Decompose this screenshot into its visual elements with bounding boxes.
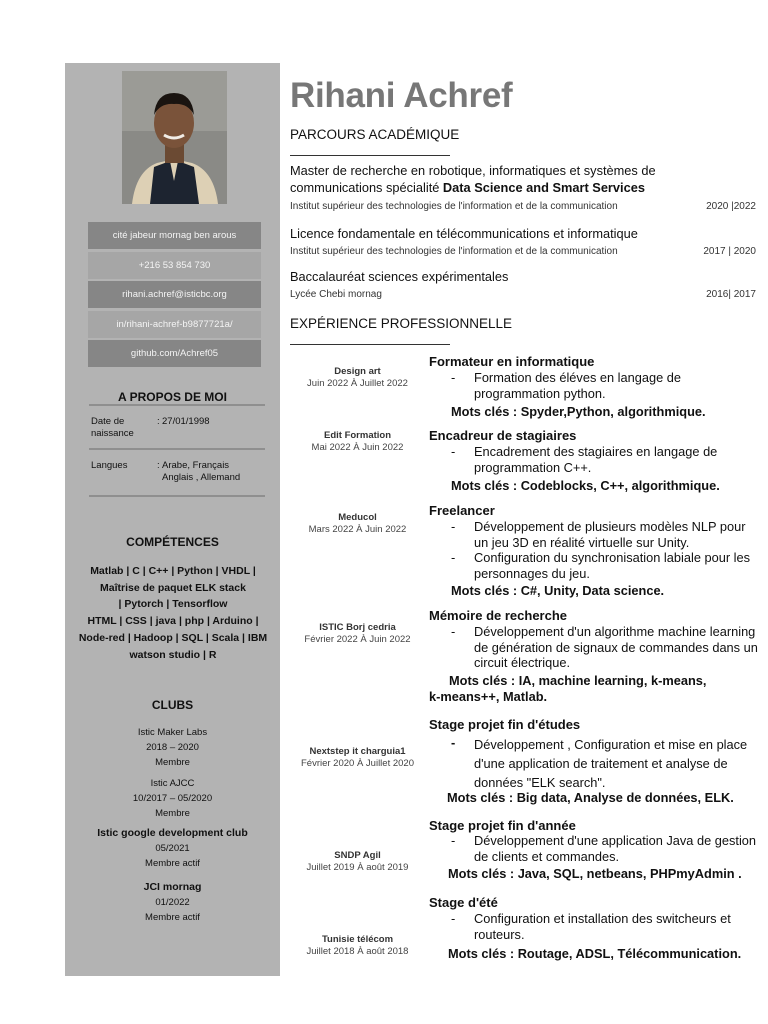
exp-org: Design art [334,366,381,377]
birth-value: 27/01/1998 [162,416,210,427]
club-role: Membre [155,808,190,819]
exp-keywords: Mots clés : Big data, Analyse de données, ELK. [447,790,734,805]
exp-meta [290,622,425,646]
bullet-text: Développement d'une application Java de gestion de clients et commandes. [474,833,757,864]
about-title: A PROPOS DE MOI [118,390,227,404]
exp-meta [290,746,425,770]
exp-org: Meducol [338,512,377,523]
club-name: Istic AJCC [150,778,195,789]
degree-school: Lycée Chebi mornag [290,289,382,300]
degree-date: 2020 |2022 [706,201,756,212]
degree-line [290,180,730,197]
exp-title: Freelancer [429,503,495,518]
about-rule-2 [89,448,265,450]
skills-title: COMPÉTENCES [126,535,219,549]
degree-line: Master de recherche en robotique, informatiques et systèmes de [290,163,656,178]
degree-school: Institut supérieur des technologies de l'information et de la communication [290,201,618,212]
lang-label: Langues [91,460,128,471]
club-period: 10/2017 – 05/2020 [132,793,213,804]
exp-period: Juin 2022 À Juillet 2022 [307,378,408,389]
exp-keywords: Mots clés : Routage, ADSL, Télécommunication. [448,946,742,961]
exp-period: Mars 2022 À Juin 2022 [308,524,407,535]
club-period: 2018 – 2020 [146,742,199,753]
exp-org: Nextstep it charguia1 [309,746,406,757]
degree-title [290,163,730,196]
academic-title: PARCOURS ACADÉMIQUE [290,127,460,142]
academic-rule [290,155,450,156]
club-name: Istic Maker Labs [137,727,208,738]
bullet-dash: - [451,833,456,848]
bullet-text: Encadrement des stagiaires en langage de programmation C++. [474,444,718,475]
experience-title: EXPÉRIENCE PROFESSIONNELLE [290,316,513,331]
exp-title: Formateur en informatique [429,354,595,369]
exp-keywords: Mots clés : Spyder,Python, algorithmique. [451,404,706,419]
exp-title: Mémoire de recherche [429,608,568,623]
bullet-dash: - [451,735,456,750]
exp-period: Février 2022 À Juin 2022 [304,634,411,645]
club-role: Membre actif [145,858,200,869]
degree-date: 2016| 2017 [706,289,756,300]
profile-photo [122,71,227,204]
bullet-text: Développement d'un algorithme machine learning de génération de signaux de commandes dans un circuit électrique. [474,624,758,671]
exp-period: Mai 2022 À Juin 2022 [311,442,404,453]
about-rule-3 [89,495,265,497]
about-rule [89,404,265,406]
bullet-dash: - [451,519,456,534]
contact-address: cité jabeur mornag ben arous [88,222,261,249]
bullet-text: Configuration et installation des switcheurs et routeurs. [474,911,731,942]
degree-date: 2017 | 2020 [703,246,756,257]
club-role: Membre [155,757,190,768]
lang-colon: : [157,460,160,471]
club-item [65,776,280,821]
exp-title: Stage projet fin d'année [429,818,576,833]
club-role: Membre actif [145,912,200,923]
birth-label: Date de naissance [91,416,134,439]
contact-github[interactable]: github.com/Achref05 [88,340,261,367]
club-name: Istic google development club [97,827,248,839]
exp-title: Encadreur de stagiaires [429,428,577,443]
degree-text: communications spécialité [290,179,443,195]
exp-meta [290,512,425,536]
contact-linkedin[interactable]: in/rihani-achref-b9877721a/ [88,311,261,338]
exp-meta [290,850,425,874]
exp-org: ISTIC Borj cedria [319,622,396,633]
exp-meta [290,366,425,390]
contact-phone: +216 53 854 730 [88,252,261,279]
exp-meta [290,430,425,454]
exp-meta [290,934,425,958]
lang-value: Arabe, Français Anglais , Allemand [162,460,241,483]
bullet-dash: - [451,550,456,565]
bullet-text: Développement de plusieurs modèles NLP pour un jeu 3D en réalité virtuelle sur Unity. [474,519,746,550]
sidebar [65,63,280,976]
bullet-text: Développement , Configuration et mise en place d'une application de traitement et analyse de données "ELK search". [474,737,748,790]
degree-specialty: Data Science and Smart Services [442,179,645,195]
birth-colon: : [157,416,160,427]
club-item [65,826,280,871]
degree-school: Institut supérieur des technologies de l'information et de la communication [290,246,618,257]
exp-title: Stage d'été [429,895,498,910]
exp-title: Stage projet fin d'études [429,717,581,732]
bullet-dash: - [451,370,456,385]
bullet-text: Configuration du synchronisation labiale pour les personnages du jeu. [474,550,751,581]
club-name: JCI mornag [143,881,202,893]
exp-period: Juillet 2018 À août 2018 [306,946,409,957]
exp-org: SNDP Agil [334,850,381,861]
degree-title: Licence fondamentale en télécommunications et informatique [290,226,638,241]
bullet-dash: - [451,911,456,926]
exp-period: Février 2020 À Juillet 2020 [300,758,414,769]
bullet-dash: - [451,444,456,459]
exp-period: Juillet 2019 À août 2019 [306,862,409,873]
experience-rule [290,344,450,345]
bullet-text: Formation des éléves en langage de programmation python. [474,370,682,401]
exp-org: Tunisie télécom [321,934,394,945]
club-item [65,880,280,925]
club-period: 05/2021 [155,843,190,854]
exp-org: Edit Formation [323,430,392,441]
exp-keywords: Mots clés : Codeblocks, C++, algorithmique. [451,478,720,493]
exp-keywords: Mots clés : Java, SQL, netbeans, PHPmyAdmin . [448,866,742,881]
degree-title: Baccalauréat sciences expérimentales [290,269,509,284]
club-item [65,725,280,770]
skills-text: Matlab | C | C++ | Python | VHDL | Maîtrise de paquet ELK stack | Pytorch | Tensorflow HTML | CSS | java | php | Arduino | Node-red | Hadoop | SQL | Scala | IBM watson studio | R [78,565,268,661]
clubs-title: CLUBS [151,698,194,712]
full-name: Rihani Achref [290,76,513,115]
bullet-dash: - [451,624,456,639]
club-period: 01/2022 [155,897,190,908]
exp-keywords: Mots clés : C#, Unity, Data science. [451,583,665,598]
exp-keywords: Mots clés : IA, machine learning, k-means, k-means++, Matlab. [429,673,707,704]
contact-email[interactable]: rihani.achref@isticbc.org [88,281,261,308]
